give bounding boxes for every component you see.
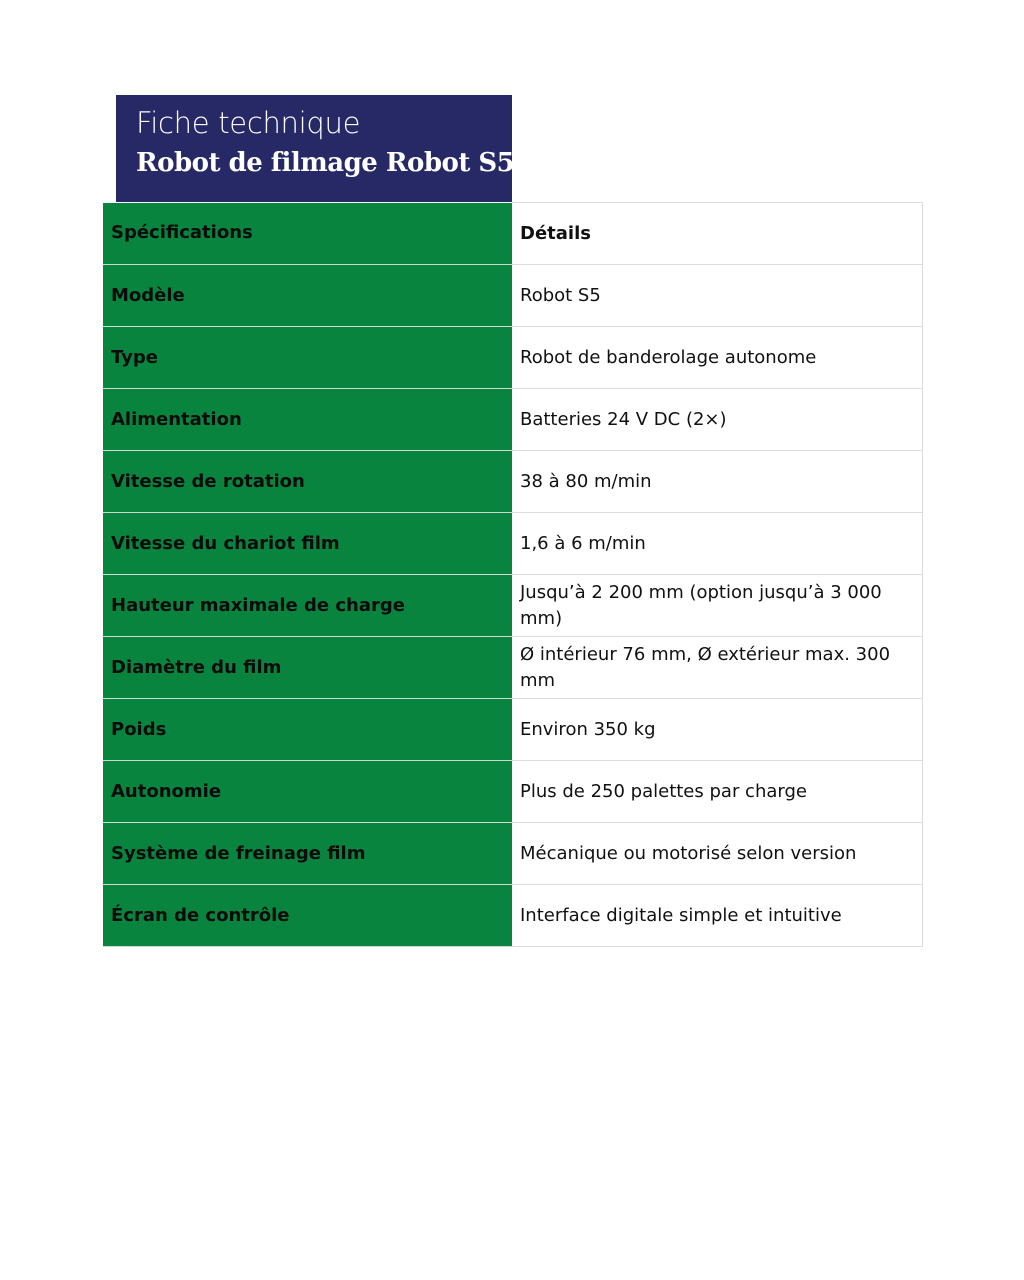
spec-value: 1,6 à 6 m/min — [512, 513, 922, 575]
column-header-details: Détails — [512, 203, 922, 265]
spec-label: Vitesse de rotation — [103, 451, 512, 513]
spec-value: Robot de banderolage autonome — [512, 327, 922, 389]
spec-label: Écran de contrôle — [103, 885, 512, 947]
spec-label: Autonomie — [103, 761, 512, 823]
spec-value: Mécanique ou motorisé selon version — [512, 823, 922, 885]
table-row — [103, 327, 922, 389]
table-row — [103, 575, 922, 637]
title-banner — [116, 95, 515, 202]
table-row — [103, 389, 922, 451]
spec-label: Poids — [103, 699, 512, 761]
spec-label: Modèle — [103, 265, 512, 327]
spec-label: Alimentation — [103, 389, 512, 451]
spec-label: Type — [103, 327, 512, 389]
spec-label: Diamètre du film — [103, 637, 512, 699]
table-row — [103, 823, 922, 885]
spec-value: Plus de 250 palettes par charge — [512, 761, 922, 823]
column-header-specifications: Spécifications — [103, 203, 512, 265]
table-row — [103, 451, 922, 513]
table-row — [103, 513, 922, 575]
table-row — [103, 265, 922, 327]
spec-value: 38 à 80 m/min — [512, 451, 922, 513]
specifications-table — [103, 202, 923, 947]
spec-label: Vitesse du chariot film — [103, 513, 512, 575]
product-title: Robot de filmage Robot S5 — [136, 148, 515, 178]
spec-value: Ø intérieur 76 mm, Ø extérieur max. 300 mm — [512, 637, 922, 699]
spec-value: Jusqu’à 2 200 mm (option jusqu’à 3 000 mm) — [512, 575, 922, 637]
spec-value: Robot S5 — [512, 265, 922, 327]
table-row — [103, 637, 922, 699]
table-header-row — [103, 203, 922, 265]
spec-value: Environ 350 kg — [512, 699, 922, 761]
spec-value: Batteries 24 V DC (2×) — [512, 389, 922, 451]
table-row — [103, 885, 922, 947]
document-title: Fiche technique — [136, 106, 361, 140]
table-row — [103, 761, 922, 823]
spec-label: Système de freinage film — [103, 823, 512, 885]
spec-label: Hauteur maximale de charge — [103, 575, 512, 637]
table-row — [103, 699, 922, 761]
spec-value: Interface digitale simple et intuitive — [512, 885, 922, 947]
